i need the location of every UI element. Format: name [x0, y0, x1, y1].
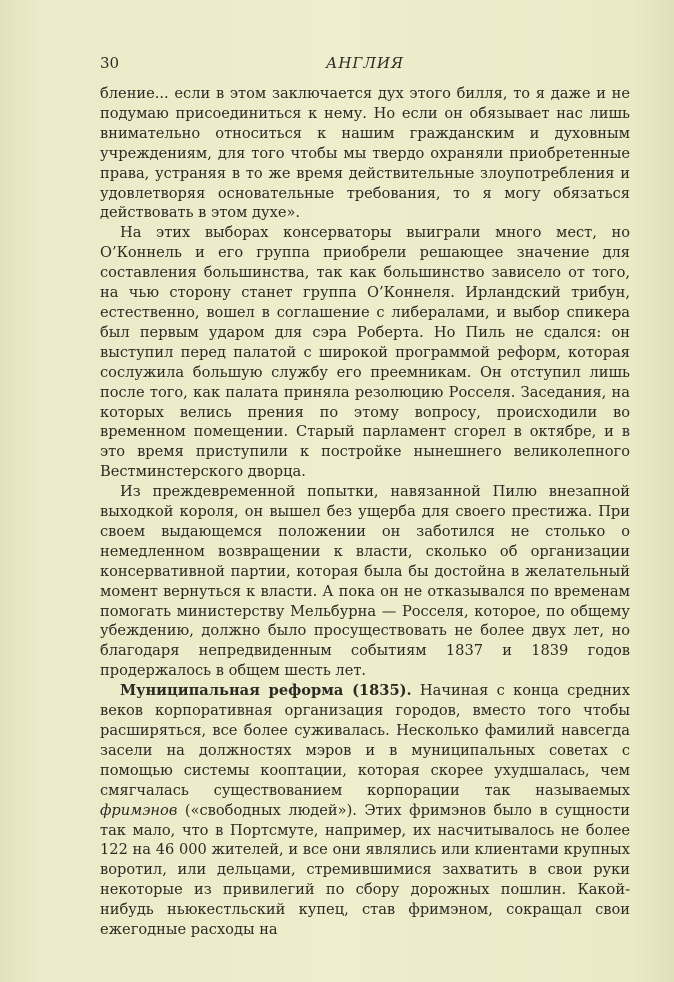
page-number: 30	[100, 54, 120, 72]
italic-term: фримэнов	[100, 801, 178, 819]
page-header	[100, 54, 630, 78]
paragraph-continuation: бление... если в этом заключается дух этого билля, то я даже и не подумаю присоединиться к нему. Но если он обязывает нас лишь внимательно относиться к нашим гражданским и духовным учреждениям, для того чтобы мы твердо охраняли приобретенные права, устраняя в то же время действительные злоупотребления и удовлетворяя основательные требования, то я могу обязаться действовать в этом духе».	[100, 85, 630, 222]
section-text-part-1: Начиная с конца средних веков корпоративная организация городов, вместо того чтобы расширяться, все более суживалась. Несколько фамилий навсегда засели на должностях мэров и в муниципальных советах с помощью системы кооптации, которая скорее ухудшалась, чем смягчалась существованием корпорации так называемых	[100, 682, 630, 799]
paragraph-municipal-reform	[100, 681, 630, 940]
book-page	[100, 54, 630, 940]
body-text	[100, 84, 630, 940]
paragraph-elections: На этих выборах консерваторы выиграли много мест, но О’Коннель и его группа приобрели решающее значение для составления большинства, так как большинство зависело от того, на чью сторону станет группа О’Коннеля. Ирландский трибун, естественно, вошел в соглашение с либералами, и выбор спикера был первым ударом для сэра Роберта. Но Пиль не сдался: он выступил перед палатой с широкой программой реформ, которая сослужила большую службу его преемникам. Он отступил лишь после того, как палата приняла резолюцию Росселя. Заседания, на которых велись прения по этому вопросу, происходили во временном помещении. Старый парламент сгорел в октябре, и в это время приступили к постройке нынешнего великолепного Вестминстерского дворца.	[100, 224, 630, 481]
section-title: Муниципальная реформа (1835).	[120, 682, 412, 700]
section-text-part-2: («свободных людей»). Этих фримэнов было в сущности так мало, что в Портсмуте, например, их насчитывалось не более 122 на 46 000 жителей, и все они являлись или клиентами крупных воротил, или дельцами, стремившимися захватить в свои руки некоторые из привилегий по сбору дорожных пошлин. Какой-нибудь ньюкестльский купец, став фримэном, сокращал свои ежегодные расходы на	[100, 801, 630, 939]
running-head: АНГЛИЯ	[325, 54, 405, 72]
paragraph-peel: Из преждевременной попытки, навязанной Пилю внезапной выходкой короля, он вышел без ущерба для своего престижа. При своем выдающемся положении он заботился не столько о немедленном возвращении к власти, сколько об организации консервативной партии, которая была бы достойна в желательный момент вернуться к власти. А пока он не отказывался по временам помогать министерству Мельбурна — Росселя, которое, по общему убеждению, должно было просуществовать не более двух лет, но благодаря непредвиденным событиям 1837 и 1839 годов продержалось в общем шесть лет.	[100, 483, 630, 680]
